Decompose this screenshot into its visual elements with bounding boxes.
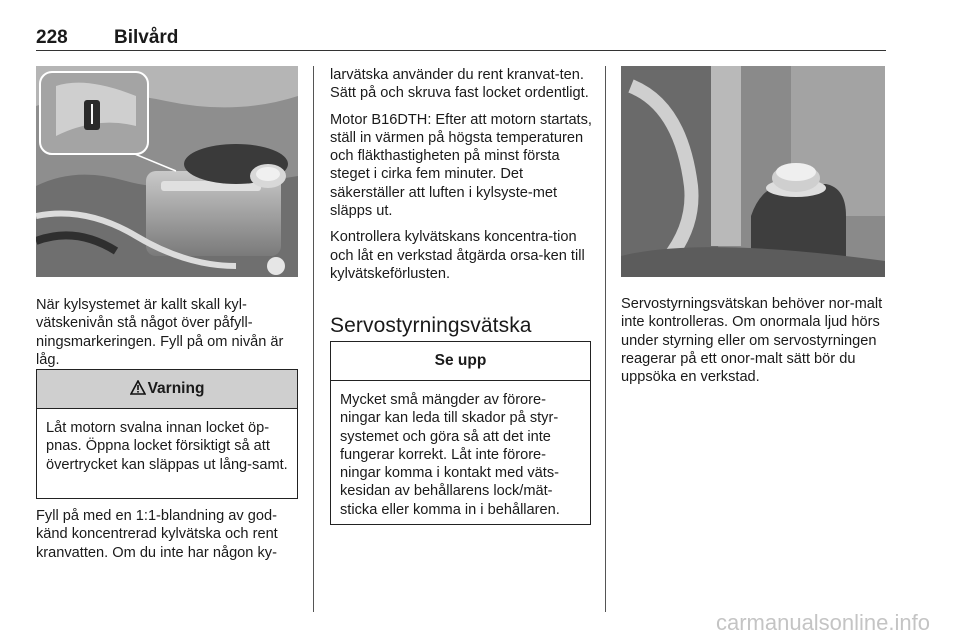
coolant-mix-paragraph: Fyll på med en 1:1-blandning av god-känd koncentrerad kylvätska och rent kranvatten. Om du inte har någon ky- xyxy=(36,508,278,561)
column-divider-1 xyxy=(313,66,314,612)
column-divider-2 xyxy=(605,66,606,612)
section-heading-power-steering: Servostyrningsvätska xyxy=(330,314,532,337)
warning-text: Låt motorn svalna innan locket öp-pnas. Öppna locket försiktigt så att övertrycket kan släppas ut lång-samt. xyxy=(46,420,288,473)
power-steering-paragraph: Servostyrningsvätskan behöver nor-malt inte kontrolleras. Om onormala ljud hörs under styrning eller om servostyrningen reagerar på ett onor-malt sätt bör du uppsöka en verkstad. xyxy=(621,296,883,386)
middle-column xyxy=(330,66,592,291)
warning-header xyxy=(37,370,297,409)
header-divider xyxy=(36,50,886,51)
caution-box xyxy=(330,341,591,525)
coolant-concentration-paragraph: Kontrollera kylvätskans koncentra-tion och låt en verkstad åtgärda orsa-ken till kylvätskeförlusten. xyxy=(330,229,585,282)
left-column xyxy=(36,296,298,377)
caution-header: Se upp xyxy=(331,342,590,381)
power-steering-reservoir-illustration xyxy=(621,66,885,277)
chapter-title: Bilvård xyxy=(114,27,179,48)
warning-triangle-icon xyxy=(130,372,146,410)
page-header xyxy=(36,27,886,51)
coolant-level-paragraph: När kylsystemet är kallt skall kyl-vätskenivån stå något över påfyll-ningsmarkeringen. Fyll på om nivån är låg. xyxy=(36,297,284,368)
right-column xyxy=(621,295,887,394)
warning-title: Varning xyxy=(147,380,205,397)
page-number: 228 xyxy=(36,27,68,48)
watermark: carmanualsonline.info xyxy=(715,610,930,635)
engine-b16dth-paragraph: Motor B16DTH: Efter att motorn startats, ställ in värmen på högsta temperaturen och fläkthastigheten på minst första steget i cirka fem minuter. Det säkerställer att luften i kylsyste-met släpps ut. xyxy=(330,111,592,220)
tap-water-paragraph: larvätska använder du rent kranvat-ten. Sätt på och skruva fast locket ordentligt. xyxy=(330,67,589,102)
warning-box xyxy=(36,369,298,499)
left-column-lower xyxy=(36,507,302,570)
coolant-reservoir-illustration xyxy=(36,66,298,277)
caution-text: Mycket små mängder av förore-ningar kan leda till skador på styr-systemet och göra så att det inte fungerar korrekt. Låt inte förore-ningar komma i kontakt med väts-kesidan av behållarens lock/mät-sticka eller komma in i behållaren. xyxy=(340,392,560,518)
